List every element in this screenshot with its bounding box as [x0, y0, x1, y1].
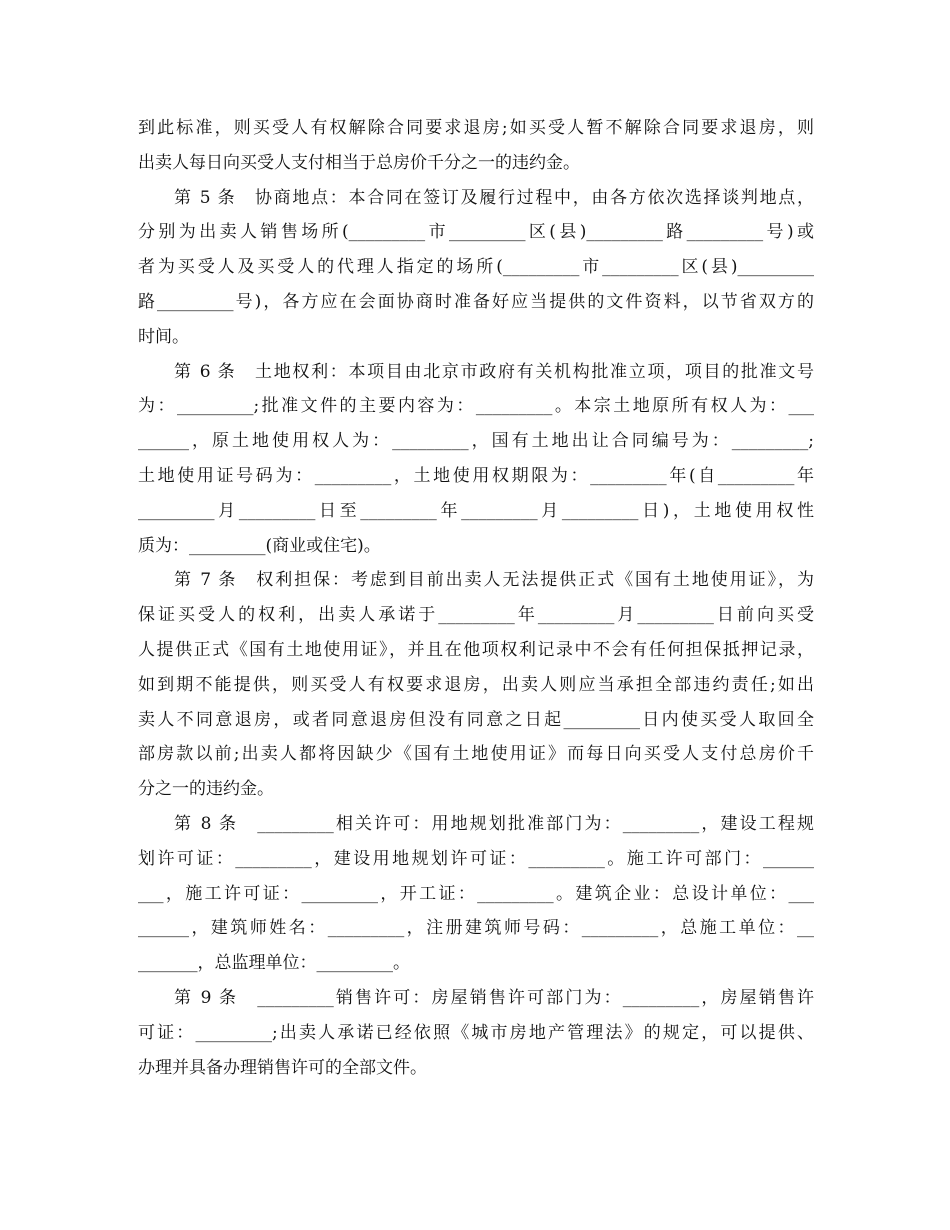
text-line: 如到期不能提供，则买受人有权要求退房，出卖人则应当承担全部违约责任;如出	[138, 674, 814, 695]
text-line: ______，原土地使用权人为：_________，国有土地出让合同编号为：_________;	[138, 431, 814, 452]
text-line: ___，施工许可证：_________，开工证：_________。建筑企业：总设计单位：___	[138, 883, 814, 904]
text-line: ______，建筑师姓名：_________，注册建筑师号码：_________，总施工单位：__	[138, 918, 814, 939]
text-line: 路_________号)，各方应在会面协商时准备好应当提供的文件资料，以节省双方的	[138, 291, 814, 312]
text-line: 办理并具备办理销售许可的全部文件。	[138, 1057, 427, 1078]
clause-6-heading-line: 第 6 条 土地权利：本项目由北京市政府有关机构批准立项，项目的批准文号	[174, 361, 814, 382]
text-line: 分之一的违约金。	[138, 779, 274, 800]
text-line: 划许可证：_________，建设用地规划许可证：_________。施工许可部门：______	[138, 848, 814, 869]
text-line: 质为：_________(商业或住宅)。	[138, 535, 381, 556]
text-line: 卖人不同意退房，或者同意退房但没有同意之日起_________日内使买受人取回全	[138, 709, 814, 730]
clause-8-heading-line: 第 8 条 _________相关许可：用地规划批准部门为：_________，建设工程规	[174, 813, 814, 834]
text-line: _________月_________日至_________年_________月_________日)，土地使用权性	[138, 500, 814, 521]
clause-5-heading-line: 第 5 条 协商地点：本合同在签订及履行过程中，由各方依次选择谈判地点，	[174, 187, 814, 208]
text-line: 为：_________;批准文件的主要内容为：_________。本宗土地原所有权人为：___	[138, 396, 814, 417]
text-line: 可证：_________;出卖人承诺已经依照《城市房地产管理法》的规定，可以提供、	[138, 1022, 814, 1043]
text-line: 分别为出卖人销售场所(_________市_________区(县)_________路_________号)或	[138, 222, 814, 243]
clause-9-heading-line: 第 9 条 _________销售许可：房屋销售许可部门为：_________，房屋销售许	[174, 987, 814, 1008]
text-line: 者为买受人及买受人的代理人指定的场所(_________市_________区(县)_________	[138, 257, 814, 278]
clause-7-heading-line: 第 7 条 权利担保：考虑到目前出卖人无法提供正式《国有土地使用证》，为	[174, 570, 814, 591]
text-line: 部房款以前;出卖人都将因缺少《国有土地使用证》而每日向买受人支付总房价千	[138, 744, 814, 765]
contract-body	[138, 111, 814, 1085]
text-line: 人提供正式《国有土地使用证》，并且在他项权利记录中不会有任何担保抵押记录，	[138, 639, 814, 660]
text-line: 保证买受人的权利，出卖人承诺于_________年_________月_________日前向买受	[138, 605, 814, 626]
text-line: 土地使用证号码为：_________，土地使用权期限为：_________年(自_________年	[138, 465, 814, 486]
text-line: 时间。	[138, 326, 189, 347]
text-line: 到此标准，则买受人有权解除合同要求退房;如买受人暂不解除合同要求退房，则	[138, 118, 814, 138]
text-line: _______，总监理单位：_________。	[138, 953, 410, 974]
text-line: 出卖人每日向买受人支付相当于总房价千分之一的违约金。	[138, 152, 580, 173]
